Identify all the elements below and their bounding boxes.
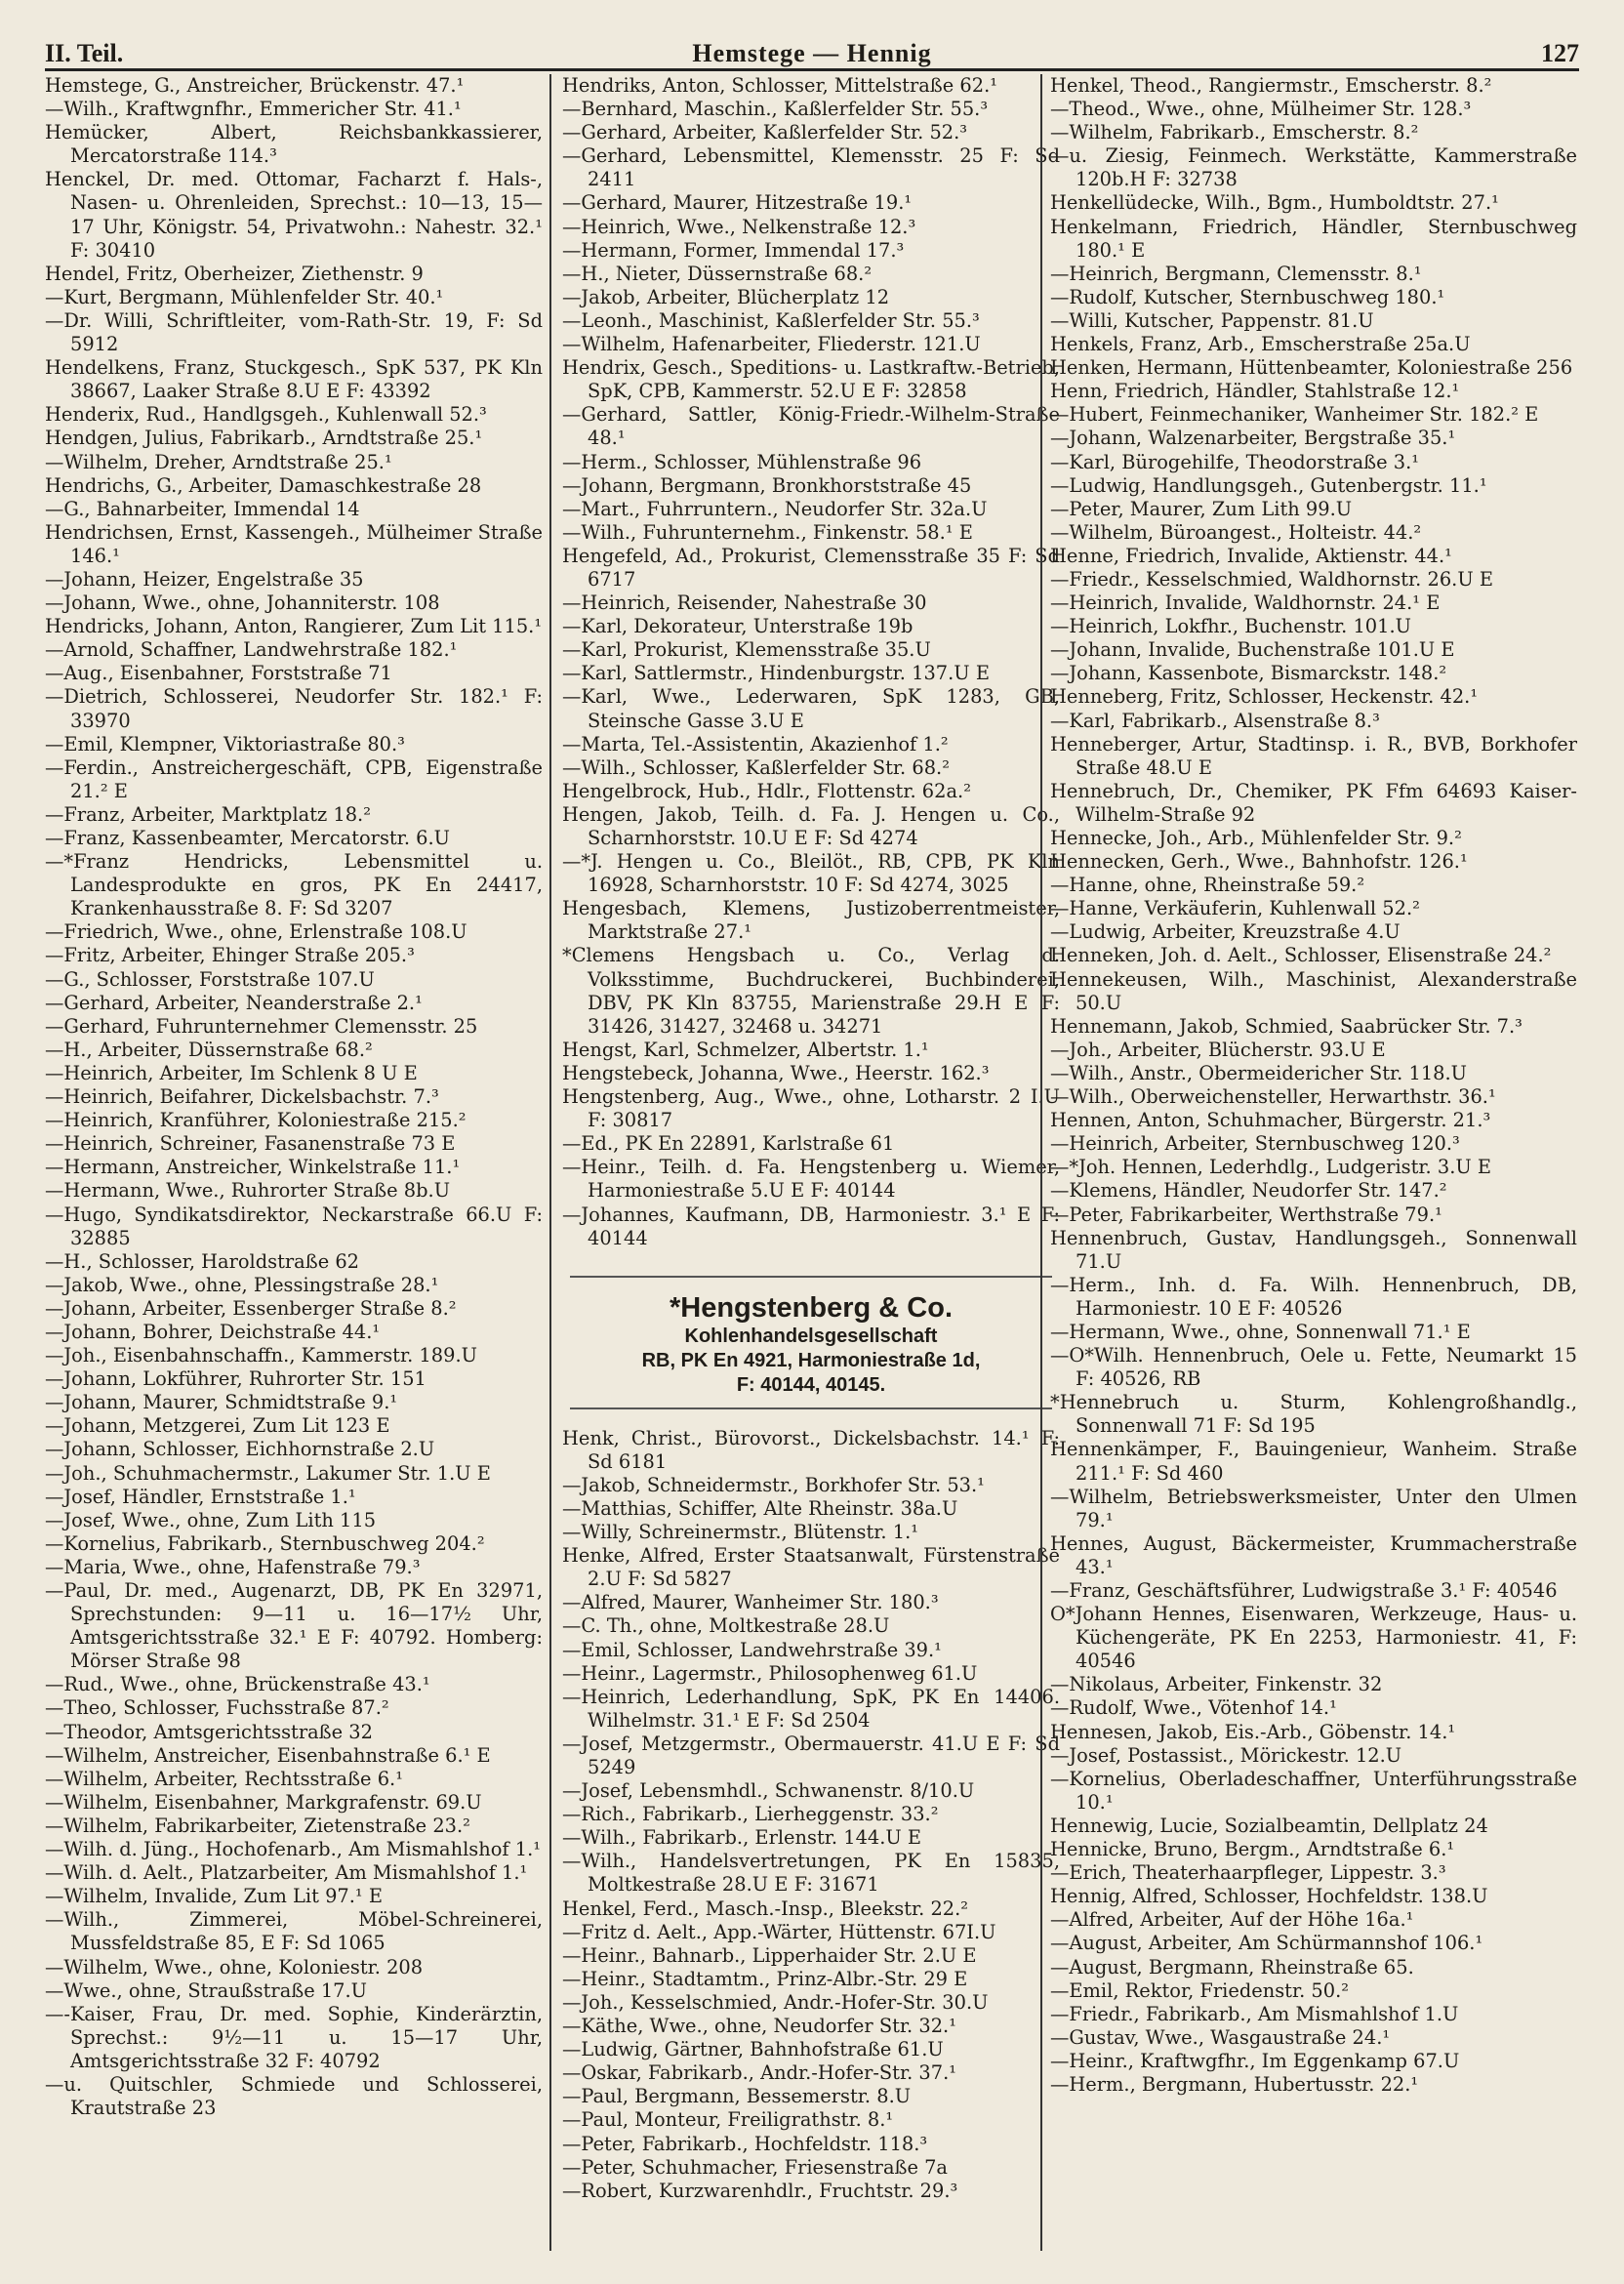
directory-entry: Hennes, August, Bäckermeister, Krummacherstraße 43.¹: [1050, 1531, 1577, 1578]
directory-entry: —Josef, Postassist., Mörickestr. 12.U: [1050, 1743, 1402, 1767]
directory-entry: —Joh., Kesselschmied, Andr.-Hofer-Str. 30.U: [562, 1990, 989, 2014]
directory-entry: —Karl, Wwe., Lederwaren, SpK 1283, GB, Steinsche Gasse 3.U E: [562, 685, 1060, 732]
directory-entry: —Wilh., Kraftwgnfhr., Emmericher Str. 41.¹: [45, 98, 462, 121]
column-2: [562, 74, 1060, 2251]
directory-entry: —Theo, Schlosser, Fuchsstraße 87.²: [45, 1696, 389, 1720]
directory-entry: —Kurt, Bergmann, Mühlenfelder Str. 40.¹: [45, 285, 444, 308]
directory-entry: —Jakob, Schneidermstr., Borkhofer Str. 53.¹: [562, 1473, 985, 1496]
page-header: [45, 39, 1579, 72]
directory-entry: Hendriks, Anton, Schlosser, Mittelstraße 62.¹: [562, 74, 998, 97]
directory-entry: —Heinrich, Arbeiter, Im Schlenk 8 U E: [45, 1061, 418, 1084]
directory-entry: Henn, Friedrich, Händler, Stahlstraße 12.¹: [1050, 380, 1460, 403]
directory-entry: —Dr. Willi, Schriftleiter, vom-Rath-Str. 19, F: Sd 5912: [45, 308, 543, 356]
directory-entry: —Gerhard, Arbeiter, Kaßlerfelder Str. 52.³: [562, 121, 968, 144]
directory-entry: Hennewig, Lucie, Sozialbeamtin, Dellplatz 24: [1050, 1814, 1488, 1837]
directory-entry: —Hermann, Anstreicher, Winkelstraße 11.¹: [45, 1156, 461, 1179]
page-number: 127: [1541, 39, 1579, 67]
directory-entry: —Wilh., Schlosser, Kaßlerfelder Str. 68.²: [562, 755, 950, 779]
directory-entry: —Wilh., Oberweichensteller, Herwarthstr. 36.¹: [1050, 1085, 1496, 1109]
directory-entry: —Heinrich, Reisender, Nahestraße 30: [562, 591, 927, 615]
section-label: II. Teil.: [45, 39, 124, 67]
directory-entry: —Paul, Bergmann, Bessemerstr. 8.U: [562, 2085, 912, 2108]
directory-entry: Hennecken, Gerh., Wwe., Bahnhofstr. 126.¹: [1050, 850, 1468, 874]
directory-entry: —Willy, Schreinermstr., Blütenstr. 1.¹: [562, 1521, 919, 1544]
directory-entry: —Kornelius, Fabrikarb., Sternbuschweg 204.²: [45, 1531, 485, 1555]
column-divider: [1040, 74, 1042, 2251]
directory-entry: —Heinr., Bahnarb., Lipperhaider Str. 2.U E: [562, 1943, 977, 1967]
directory-entry: *Clemens Hengsbach u. Co., Verlag d. Volksstimme, Buchdruckerei, Buchbinderei, DBV, PK Kln 83755, Marienstraße 29.H E F: 31426, 31427, 32468 u. 34271: [562, 944, 1060, 1038]
directory-entry: —Erich, Theaterhaarpfleger, Lippestr. 3.³: [1050, 1861, 1446, 1885]
directory-entry: —Josef, Wwe., ohne, Zum Lith 115: [45, 1508, 377, 1531]
directory-entry: —Dietrich, Schlosserei, Neudorfer Str. 182.¹ F: 33970: [45, 685, 543, 732]
directory-entry: Hengesbach, Klemens, Justizoberrentmeister, Marktstraße 27.¹: [562, 897, 1060, 944]
directory-entry: —Wilh. d. Aelt., Platzarbeiter, Am Mismahlshof 1.¹: [45, 1861, 528, 1885]
directory-entry: Hennebruch, Dr., Chemiker, PK Ffm 64693 Kaiser-Wilhelm-Straße 92: [1050, 779, 1577, 826]
directory-entry: —Hermann, Wwe., ohne, Sonnenwall 71.¹ E: [1050, 1320, 1471, 1343]
directory-entry: —H., Arbeiter, Düssernstraße 68.²: [45, 1038, 373, 1061]
directory-entry: Hennesen, Jakob, Eis.-Arb., Göbenstr. 14.¹: [1050, 1720, 1456, 1743]
header-rule: [45, 68, 1579, 71]
directory-entry: —Ed., PK En 22891, Karlstraße 61: [562, 1132, 895, 1156]
directory-entry: —Leonh., Maschinist, Kaßlerfelder Str. 55.³: [562, 308, 980, 332]
directory-entry: —Friedrich, Wwe., ohne, Erlenstraße 108.U: [45, 920, 467, 944]
directory-entry: —*J. Hengen u. Co., Bleilöt., RB, CPB, PK Kln 16928, Scharnhorststr. 10 F: Sd 4274, 3025: [562, 850, 1060, 897]
directory-entry: Hennenbruch, Gustav, Handlungsgeh., Sonnenwall 71.U: [1050, 1226, 1577, 1273]
directory-entry: —Hubert, Feinmechaniker, Wanheimer Str. 182.² E: [1050, 403, 1539, 427]
directory-entry: —Heinrich, Arbeiter, Sternbuschweg 120.³: [1050, 1132, 1460, 1156]
directory-entry: —Gustav, Wwe., Wasgaustraße 24.¹: [1050, 2025, 1391, 2049]
directory-entry: Hendel, Fritz, Oberheizer, Ziethenstr. 9: [45, 262, 424, 285]
directory-entry: —*Franz Hendricks, Lebensmittel u. Landesprodukte en gros, PK En 24417, Krankenhausstraße 8. F: Sd 3207: [45, 850, 543, 920]
directory-entry: —Josef, Händler, Ernststraße 1.¹: [45, 1485, 356, 1508]
directory-entry: —Johann, Kassenbote, Bismarckstr. 148.²: [1050, 662, 1447, 685]
column-divider: [549, 74, 551, 2251]
directory-entry: —Johannes, Kaufmann, DB, Harmoniestr. 3.¹ E F: 40144: [562, 1203, 1060, 1249]
directory-entry: —Emil, Rektor, Friedenstr. 50.²: [1050, 1978, 1350, 2002]
directory-entry: —Alfred, Maurer, Wanheimer Str. 180.³: [562, 1591, 939, 1614]
directory-entry: —Oskar, Fabrikarb., Andr.-Hofer-Str. 37.¹: [562, 2061, 957, 2085]
directory-entry: —Josef, Metzgermstr., Obermauerstr. 41.U E F: Sd 5249: [562, 1732, 1060, 1778]
directory-entry: Henkels, Franz, Arb., Emscherstraße 25a.U: [1050, 333, 1471, 356]
directory-entry: —Heinr., Lagermstr., Philosophenweg 61.U: [562, 1661, 978, 1685]
directory-entry: —Wilhelm, Eisenbahner, Markgrafenstr. 69.U: [45, 1790, 482, 1814]
directory-entry: —Emil, Klempner, Viktoriastraße 80.³: [45, 732, 405, 755]
directory-entry: Hendgen, Julius, Fabrikarb., Arndtstraße 25.¹: [45, 427, 483, 450]
directory-entry: —Heinrich, Wwe., Nelkenstraße 12.³: [562, 215, 916, 238]
directory-entry: —Joh., Arbeiter, Blücherstr. 93.U E: [1050, 1038, 1386, 1061]
directory-entry: —Johann, Bohrer, Deichstraße 44.¹: [45, 1320, 381, 1343]
directory-entry: —H., Schlosser, Haroldstraße 62: [45, 1249, 360, 1273]
directory-entry: —Rudolf, Wwe., Vötenhof 14.¹: [1050, 1696, 1337, 1720]
directory-entry: —Heinrich, Lederhandlung, SpK, PK En 14406. Wilhelmstr. 31.¹ E F: Sd 2504: [562, 1685, 1060, 1732]
directory-entry: —Heinrich, Invalide, Waldhornstr. 24.¹ E: [1050, 591, 1441, 615]
directory-entry: —Mart., Fuhrruntern., Neudorfer Str. 32a.U: [562, 497, 988, 520]
directory-entry: —Jakob, Arbeiter, Blücherplatz 12: [562, 285, 890, 308]
directory-entry: Hengstenberg, Aug., Wwe., ohne, Lotharstr. 2 I.U F: 30817: [562, 1085, 1060, 1132]
directory-entry: —Theod., Wwe., ohne, Mülheimer Str. 128.³: [1050, 98, 1472, 121]
directory-entry: —Heinr., Kraftwgfhr., Im Eggenkamp 67.U: [1050, 2049, 1460, 2072]
directory-entry: —Fritz d. Aelt., App.-Wärter, Hüttenstr. 67I.U: [562, 1920, 996, 1943]
directory-entry: —Willi, Kutscher, Pappenstr. 81.U: [1050, 308, 1374, 332]
directory-entry: —Peter, Maurer, Zum Lith 99.U: [1050, 497, 1353, 520]
directory-entry: —G., Bahnarbeiter, Immendal 14: [45, 497, 360, 520]
directory-entry: —Jakob, Wwe., ohne, Plessingstraße 28.¹: [45, 1273, 439, 1296]
directory-entry: —Heinrich, Lokfhr., Buchenstr. 101.U: [1050, 615, 1411, 638]
directory-entry: —Hermann, Wwe., Ruhrorter Straße 8b.U: [45, 1179, 451, 1203]
directory-entry: —Käthe, Wwe., ohne, Neudorfer Str. 32.¹: [562, 2015, 956, 2038]
directory-entry: —Wilhelm, Wwe., ohne, Koloniestr. 208: [45, 1955, 424, 1978]
directory-entry: —Johann, Walzenarbeiter, Bergstraße 35.¹: [1050, 427, 1456, 450]
directory-entry: —*Joh. Hennen, Lederhdlg., Ludgeristr. 3.U E: [1050, 1156, 1492, 1179]
directory-entry: —Johann, Maurer, Schmidtstraße 9.¹: [45, 1391, 398, 1414]
directory-entry: Henne, Friedrich, Invalide, Aktienstr. 44.¹: [1050, 544, 1452, 567]
company-advertisement: [570, 1276, 1052, 1409]
directory-entry: —August, Arbeiter, Am Schürmannshof 106.¹: [1050, 1932, 1483, 1955]
directory-entry: —Gerhard, Lebensmittel, Klemensstr. 25 F: Sd 2411: [562, 144, 1060, 191]
directory-entry: —Rudolf, Kutscher, Sternbuschweg 180.¹: [1050, 285, 1445, 308]
directory-entry: —Heinr., Stadtamtm., Prinz-Albr.-Str. 29 E: [562, 1967, 968, 1990]
directory-entry: —Heinrich, Schreiner, Fasanenstraße 73 E: [45, 1132, 456, 1156]
directory-entry: —Bernhard, Maschin., Kaßlerfelder Str. 55.³: [562, 98, 989, 121]
directory-entry: —Friedr., Fabrikarb., Am Mismahlshof 1.U: [1050, 2002, 1459, 2025]
directory-entry: Hendricks, Johann, Anton, Rangierer, Zum Lit 115.¹: [45, 615, 543, 638]
directory-entry: Hennenkämper, F., Bauingenieur, Wanheim. Straße 211.¹ F: Sd 460: [1050, 1438, 1577, 1485]
directory-entry: —Gerhard, Arbeiter, Neanderstraße 2.¹: [45, 991, 423, 1014]
directory-entry: —G., Schlosser, Forststraße 107.U: [45, 967, 375, 991]
directory-entry: —August, Bergmann, Rheinstraße 65.: [1050, 1955, 1414, 1978]
directory-entry: Hengelbrock, Hub., Hdlr., Flottenstr. 62a.²: [562, 779, 971, 802]
directory-entry: —Peter, Schuhmacher, Friesenstraße 7a: [562, 2155, 948, 2179]
directory-entry: —Peter, Fabrikarb., Hochfeldstr. 118.³: [562, 2132, 928, 2155]
directory-entry: —Kornelius, Oberladeschaffner, Unterführungsstraße 10.¹: [1050, 1767, 1577, 1814]
directory-entry: —Alfred, Arbeiter, Auf der Höhe 16a.¹: [1050, 1908, 1414, 1932]
directory-entry: —Joh., Eisenbahnschaffn., Kammerstr. 189.U: [45, 1344, 477, 1367]
directory-entry: —Robert, Kurzwarenhdlr., Fruchtstr. 29.³: [562, 2179, 958, 2202]
directory-entry: —Rich., Fabrikarb., Lierheggenstr. 33.²: [562, 1803, 939, 1826]
directory-entry: —Maria, Wwe., ohne, Hafenstraße 79.³: [45, 1555, 421, 1578]
directory-entry: Henkelmann, Friedrich, Händler, Sternbuschweg 180.¹ E: [1050, 215, 1577, 262]
directory-entry: —Wilhelm, Hafenarbeiter, Fliederstr. 121.U: [562, 333, 981, 356]
directory-entry: —Matthias, Schiffer, Alte Rheinstr. 38a.U: [562, 1496, 958, 1520]
directory-entry: —Emil, Schlosser, Landwehrstraße 39.¹: [562, 1638, 942, 1661]
directory-entry: —Wilh., Fabrikarb., Erlenstr. 144.U E: [562, 1826, 922, 1850]
directory-entry: Hennig, Alfred, Schlosser, Hochfeldstr. 138.U: [1050, 1885, 1488, 1908]
directory-entry: —Wilhelm, Betriebswerksmeister, Unter den Ulmen 79.¹: [1050, 1485, 1577, 1531]
directory-entry: —Hugo, Syndikatsdirektor, Neckarstraße 66.U F: 32885: [45, 1203, 543, 1249]
ad-address: RB, PK En 4921, Harmoniestraße 1d,: [641, 1349, 981, 1371]
directory-entry: —Paul, Monteur, Freiligrathstr. 8.¹: [562, 2108, 894, 2132]
directory-entry: Hengen, Jakob, Teilh. d. Fa. J. Hengen u. Co., Scharnhorststr. 10.U E F: Sd 4274: [562, 802, 1060, 849]
directory-entry: —Herm., Inh. d. Fa. Wilh. Hennenbruch, DB, Harmoniestr. 10 E F: 40526: [1050, 1273, 1577, 1320]
directory-entry: —Ludwig, Arbeiter, Kreuzstraße 4.U: [1050, 920, 1401, 944]
directory-entry: —Paul, Dr. med., Augenarzt, DB, PK En 32971, Sprechstunden: 9—11 u. 16—17½ Uhr, Amtsgerichtsstraße 32.¹ E F: 40792. Homberg: Mörser Straße 98: [45, 1579, 543, 1673]
directory-entry: Henken, Hermann, Hüttenbeamter, Koloniestraße 256: [1050, 356, 1573, 380]
directory-entry: —Rud., Wwe., ohne, Brückenstraße 43.¹: [45, 1673, 430, 1696]
directory-entry: Henderix, Rud., Handlgsgeh., Kuhlenwall 52.³: [45, 403, 487, 427]
directory-entry: —Karl, Sattlermstr., Hindenburgstr. 137.U E: [562, 662, 990, 685]
directory-entry: —Johann, Bergmann, Bronkhorststraße 45: [562, 473, 972, 497]
directory-entry: Henkel, Theod., Rangiermstr., Emscherstr. 8.²: [1050, 74, 1492, 97]
directory-entry: —Hanne, ohne, Rheinstraße 59.²: [1050, 874, 1365, 897]
directory-entry: —u. Ziesig, Feinmech. Werkstätte, Kammerstraße 120b.H F: 32738: [1050, 144, 1577, 191]
directory-entry: —Wilh., Anstr., Obermeidericher Str. 118.U: [1050, 1061, 1468, 1084]
directory-entry: —Fritz, Arbeiter, Ehinger Straße 205.³: [45, 944, 415, 967]
directory-entry: Henk, Christ., Bürovorst., Dickelsbachstr. 14.¹ F: Sd 6181: [562, 1426, 1060, 1473]
directory-entry: —Wwe., ohne, Straußstraße 17.U: [45, 1978, 368, 2002]
directory-entry: —Johann, Arbeiter, Essenberger Straße 8.²: [45, 1296, 457, 1320]
directory-entry: Hennemann, Jakob, Schmied, Saabrücker Str. 7.³: [1050, 1014, 1522, 1038]
directory-entry: —Wilhelm, Büroangest., Holteistr. 44.²: [1050, 520, 1422, 544]
directory-entry: Hennecke, Joh., Arb., Mühlenfelder Str. 9.²: [1050, 827, 1462, 849]
directory-entry: —Johann, Lokführer, Ruhrorter Str. 151: [45, 1367, 426, 1391]
directory-entry: —Gerhard, Sattler, König-Friedr.-Wilhelm-Straße 48.¹: [562, 403, 1060, 450]
ad-company-name: *Hengstenberg & Co.: [669, 1291, 954, 1324]
directory-entry: Hengefeld, Ad., Prokurist, Clemensstraße 35 F: Sd 6717: [562, 544, 1060, 591]
directory-entry: —Klemens, Händler, Neudorfer Str. 147.²: [1050, 1179, 1447, 1203]
directory-entry: —Heinrich, Kranführer, Koloniestraße 215.²: [45, 1109, 467, 1132]
directory-entry: Henkel, Ferd., Masch.-Insp., Bleekstr. 22.²: [562, 1897, 969, 1920]
directory-entry: —Johann, Metzgerei, Zum Lit 123 E: [45, 1414, 390, 1438]
directory-entry: —Ferdin., Anstreichergeschäft, CPB, Eigenstraße 21.² E: [45, 755, 543, 802]
directory-entry: —Wilhelm, Arbeiter, Rechtsstraße 6.¹: [45, 1767, 403, 1790]
directory-entry: Hennekeusen, Wilh., Maschinist, Alexanderstraße 50.U: [1050, 967, 1577, 1014]
running-head: Hemstege — Hennig: [692, 39, 932, 67]
directory-entry: —Wilhelm, Fabrikarb., Emscherstr. 8.²: [1050, 121, 1419, 144]
directory-entry: Hemstege, G., Anstreicher, Brückenstr. 47.¹: [45, 74, 465, 97]
directory-entry: —Herm., Schlosser, Mühlenstraße 96: [562, 450, 922, 473]
directory-entry: —Wilh., Fuhrunternehm., Finkenstr. 58.¹ E: [562, 520, 973, 544]
directory-entry: —Theodor, Amtsgerichtsstraße 32: [45, 1720, 373, 1743]
directory-entry: —Franz, Arbeiter, Marktplatz 18.²: [45, 802, 371, 826]
directory-entry: —Franz, Geschäftsführer, Ludwigstraße 3.¹ F: 40546: [1050, 1579, 1558, 1602]
directory-entry: —Aug., Eisenbahner, Forststraße 71: [45, 662, 392, 685]
directory-entry: —Karl, Bürogehilfe, Theodorstraße 3.¹: [1050, 450, 1420, 473]
directory-entry: —Wilhelm, Fabrikarbeiter, Zietenstraße 23.²: [45, 1814, 470, 1837]
directory-entry: —Karl, Prokurist, Klemensstraße 35.U: [562, 638, 931, 662]
directory-entry: —-Kaiser, Frau, Dr. med. Sophie, Kinderärztin, Sprechst.: 9½—11 u. 15—17 Uhr, Amtsgerichtsstraße 32 F: 40792: [45, 2002, 543, 2072]
directory-entry: Hemücker, Albert, Reichsbankkassierer, Mercatorstraße 114.³: [45, 121, 543, 168]
directory-entry: —Josef, Lebensmhdl., Schwanenstr. 8/10.U: [562, 1779, 975, 1803]
directory-entry: —Hermann, Former, Immendal 17.³: [562, 238, 905, 262]
directory-entry: Henneberg, Fritz, Schlosser, Heckenstr. 42.¹: [1050, 685, 1479, 709]
directory-entry: —Nikolaus, Arbeiter, Finkenstr. 32: [1050, 1673, 1383, 1696]
directory-entry: Henneken, Joh. d. Aelt., Schlosser, Elisenstraße 24.²: [1050, 944, 1552, 967]
directory-entry: —Johann, Heizer, Engelstraße 35: [45, 567, 364, 591]
directory-entry: Henke, Alfred, Erster Staatsanwalt, Fürstenstraße 2.U F: Sd 5827: [562, 1544, 1060, 1591]
directory-entry: —Johann, Schlosser, Eichhornstraße 2.U: [45, 1438, 435, 1461]
directory-entry: —Karl, Dekorateur, Unterstraße 19b: [562, 615, 914, 638]
ad-subtitle: Kohlenhandelsgesellschaft: [684, 1325, 938, 1347]
directory-entry: Hengst, Karl, Schmelzer, Albertstr. 1.¹: [562, 1038, 929, 1061]
directory-entry: —Wilh., Zimmerei, Möbel-Schreinerei, Mussfeldstraße 85, E F: Sd 1065: [45, 1908, 543, 1955]
directory-entry: —Heinrich, Bergmann, Clemensstr. 8.¹: [1050, 262, 1422, 285]
directory-entry: —Ludwig, Handlungsgeh., Gutenbergstr. 11.¹: [1050, 473, 1487, 497]
directory-entry: Hengstebeck, Johanna, Wwe., Heerstr. 162.³: [562, 1061, 990, 1084]
directory-entry: —Joh., Schuhmachermstr., Lakumer Str. 1.U E: [45, 1461, 491, 1485]
directory-entry: Hendrichs, G., Arbeiter, Damaschkestraße 28: [45, 473, 482, 497]
directory-entry: —C. Th., ohne, Moltkestraße 28.U: [562, 1614, 890, 1638]
directory-entry: —Peter, Fabrikarbeiter, Werthstraße 79.¹: [1050, 1203, 1442, 1226]
directory-entry: —u. Quitschler, Schmiede und Schlosserei, Krautstraße 23: [45, 2072, 543, 2120]
directory-entry: —Ludwig, Gärtner, Bahnhofstraße 61.U: [562, 2038, 944, 2061]
directory-entry: —Herm., Bergmann, Hubertusstr. 22.¹: [1050, 2072, 1419, 2096]
directory-entry: —Arnold, Schaffner, Landwehrstraße 182.¹: [45, 638, 458, 662]
directory-entry: —Wilh. d. Jüng., Hochofenarb., Am Mismahlshof 1.¹: [45, 1838, 542, 1861]
directory-entry: —Wilhelm, Dreher, Arndtstraße 25.¹: [45, 450, 392, 473]
ad-phone: F: 40144, 40145.: [736, 1373, 886, 1396]
directory-entry: —Heinrich, Beifahrer, Dickelsbachstr. 7.³: [45, 1085, 439, 1109]
directory-entry: —Wilhelm, Invalide, Zum Lit 97.¹ E: [45, 1885, 384, 1908]
directory-entry: Hennicke, Bruno, Bergm., Arndtstraße 6.¹: [1050, 1838, 1455, 1861]
directory-entry: Hennen, Anton, Schuhmacher, Bürgerstr. 21.³: [1050, 1109, 1491, 1132]
directory-entry: —Karl, Fabrikarb., Alsenstraße 8.³: [1050, 709, 1380, 732]
column-3: [1050, 74, 1577, 2251]
directory-entry: —Heinr., Teilh. d. Fa. Hengstenberg u. Wiemer, Harmoniestraße 5.U E F: 40144: [562, 1156, 1060, 1203]
directory-entry: —Friedr., Kesselschmied, Waldhornstr. 26.U E: [1050, 567, 1494, 591]
directory-entry: —Franz, Kassenbeamter, Mercatorstr. 6.U: [45, 827, 450, 849]
directory-entry: —Johann, Invalide, Buchenstraße 101.U E: [1050, 638, 1455, 662]
directory-entry: —H., Nieter, Düssernstraße 68.²: [562, 262, 873, 285]
directory-entry: —Marta, Tel.-Assistentin, Akazienhof 1.²: [562, 732, 949, 755]
directory-entry: O*Johann Hennes, Eisenwaren, Werkzeuge, Haus- u. Küchengeräte, PK En 2253, Harmoniestr. 41, F: 40546: [1050, 1603, 1577, 1673]
directory-entry: Hendelkens, Franz, Stuckgesch., SpK 537, PK Kln 38667, Laaker Straße 8.U E F: 43392: [45, 356, 543, 403]
directory-entry: Henkellüdecke, Wilh., Bgm., Humboldtstr. 27.¹: [1050, 191, 1499, 215]
directory-entry: —Gerhard, Fuhrunternehmer Clemensstr. 25: [45, 1014, 478, 1038]
directory-entry: —Johann, Wwe., ohne, Johanniterstr. 108: [45, 591, 440, 615]
column-1: [45, 74, 543, 2251]
directory-entry: Henckel, Dr. med. Ottomar, Facharzt f. Hals-, Nasen- u. Ohrenleiden, Sprechst.: 10—13, 15—17 Uhr, Königstr. 54, Privatwohn.: Nahestr. 32.¹ F: 30410: [45, 168, 543, 262]
directory-entry: Hendrix, Gesch., Speditions- u. Lastkraftw.-Betrieb, SpK, CPB, Kammerstr. 52.U E F: 32858: [562, 356, 1060, 403]
directory-entry: Hendrichsen, Ernst, Kassengeh., Mülheimer Straße 146.¹: [45, 520, 543, 567]
directory-entry: —Wilhelm, Anstreicher, Eisenbahnstraße 6.¹ E: [45, 1743, 491, 1767]
directory-entry: *Hennebruch u. Sturm, Kohlengroßhandlg., Sonnenwall 71 F: Sd 195: [1050, 1391, 1577, 1438]
directory-entry: —Gerhard, Maurer, Hitzestraße 19.¹: [562, 191, 913, 215]
directory-entry: —Wilh., Handelsvertretungen, PK En 15835, Moltkestraße 28.U E F: 31671: [562, 1850, 1060, 1897]
directory-entry: —O*Wilh. Hennenbruch, Oele u. Fette, Neumarkt 15 F: 40526, RB: [1050, 1344, 1577, 1391]
directory-entry: —Hanne, Verkäuferin, Kuhlenwall 52.²: [1050, 897, 1420, 920]
directory-entry: Henneberger, Artur, Stadtinsp. i. R., BVB, Borkhofer Straße 48.U E: [1050, 732, 1577, 779]
